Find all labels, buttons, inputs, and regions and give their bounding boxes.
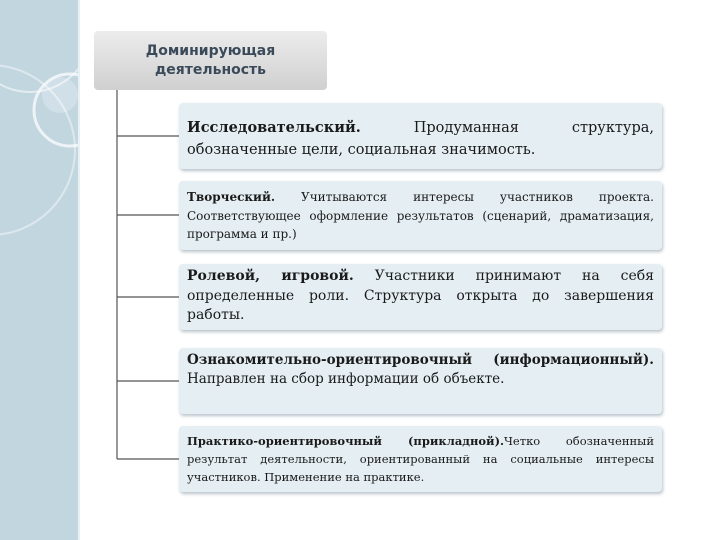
type-applied-box [179, 426, 662, 492]
item-title: Ознакомительно-ориентировочный (информационный). [187, 352, 654, 368]
type-role-game-box [179, 264, 662, 330]
item-text: Продуманная структура, обозначенные цели, социальная значимость. [187, 120, 654, 158]
item-title: Практико-ориентировочный (прикладной). [187, 434, 505, 448]
type-creative-box [179, 181, 662, 250]
root-label: Доминирующая деятельность [145, 42, 276, 78]
item-title: Творческий. [187, 190, 276, 204]
item-title: Исследовательский. [187, 119, 361, 136]
item-text: Направлен на сбор информации об объекте. [187, 371, 505, 387]
item-title: Ролевой, игровой. [187, 268, 354, 284]
type-informational-box [179, 348, 662, 414]
type-research-box [179, 103, 662, 169]
item-text: Учитываются интересы участников проекта. Соответствующее оформление результатов (сценарий, драматизация, программа и пр.) [187, 190, 654, 241]
item-text: Участники принимают на себя определенные роли. Структура открыта до завершения работы. [187, 268, 654, 323]
item-text: Четко обозначенный результат деятельности, ориентированный на социальные интересы участников. Применение на практике. [187, 434, 654, 484]
